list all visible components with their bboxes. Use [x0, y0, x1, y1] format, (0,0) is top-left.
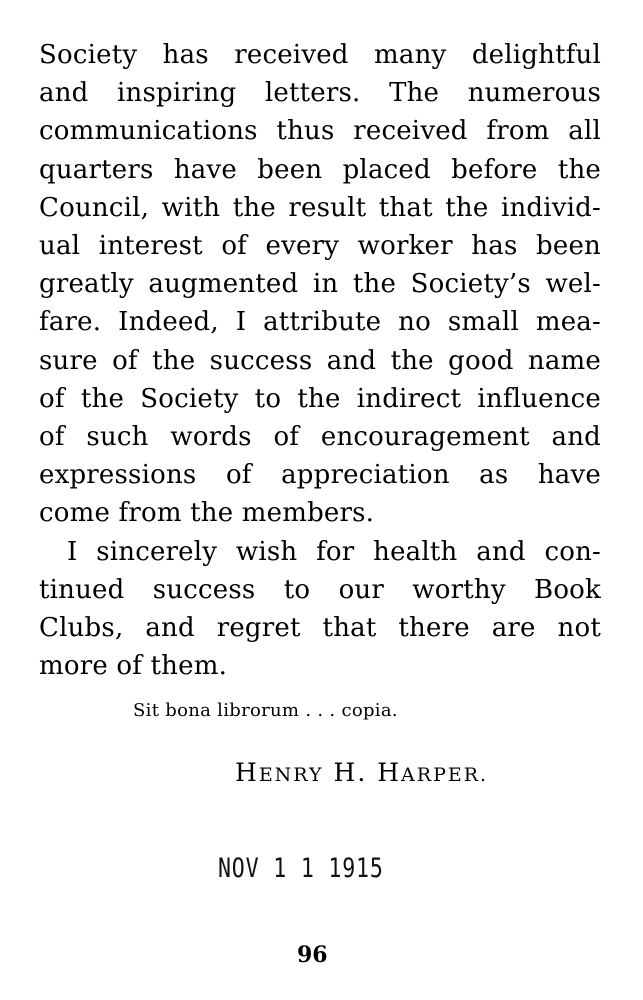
text-line: expressions of appreciation as have	[39, 460, 601, 491]
text-line: of the Society to the indirect influence	[39, 383, 601, 414]
signature-first-initial: H	[235, 758, 259, 787]
text-line: I sincerely wish for health and con-	[67, 536, 601, 567]
text-line: sure of the success and the good name	[39, 345, 601, 376]
text-line: more of them.	[39, 651, 228, 682]
latin-motto: Sit bona librorum . . . copia.	[133, 700, 398, 721]
body-text	[39, 36, 601, 685]
signature-last-initial: H	[377, 758, 402, 787]
text-line: and inspiring letters. The numerous	[39, 78, 601, 109]
text-line: fare. Indeed, I attribute no small mea-	[39, 307, 601, 338]
text-line: ual interest of every worker has been	[39, 231, 601, 262]
text-line: tinued success to our worthy Book	[39, 574, 601, 605]
text-line: quarters have been placed before the	[39, 154, 601, 185]
text-line: greatly augmented in the Society’s wel-	[39, 269, 601, 300]
author-signature	[235, 758, 488, 787]
text-line: Council, with the result that the individ-	[39, 192, 601, 223]
signature-first-rest: ENRY	[258, 764, 324, 786]
text-line: of such words of encouragement and	[39, 422, 601, 453]
text-line: Clubs, and regret that there are not	[39, 613, 601, 644]
text-line: communications thus received from all	[39, 116, 601, 147]
date-stamp: NOV 1 1 1915	[218, 853, 384, 884]
signature-last-rest: ARPER.	[401, 764, 489, 786]
signature-middle: H.	[333, 758, 368, 787]
text-line: come from the members.	[39, 498, 375, 529]
text-line: Society has received many delightful	[39, 40, 601, 70]
page-number: 96	[297, 942, 328, 968]
